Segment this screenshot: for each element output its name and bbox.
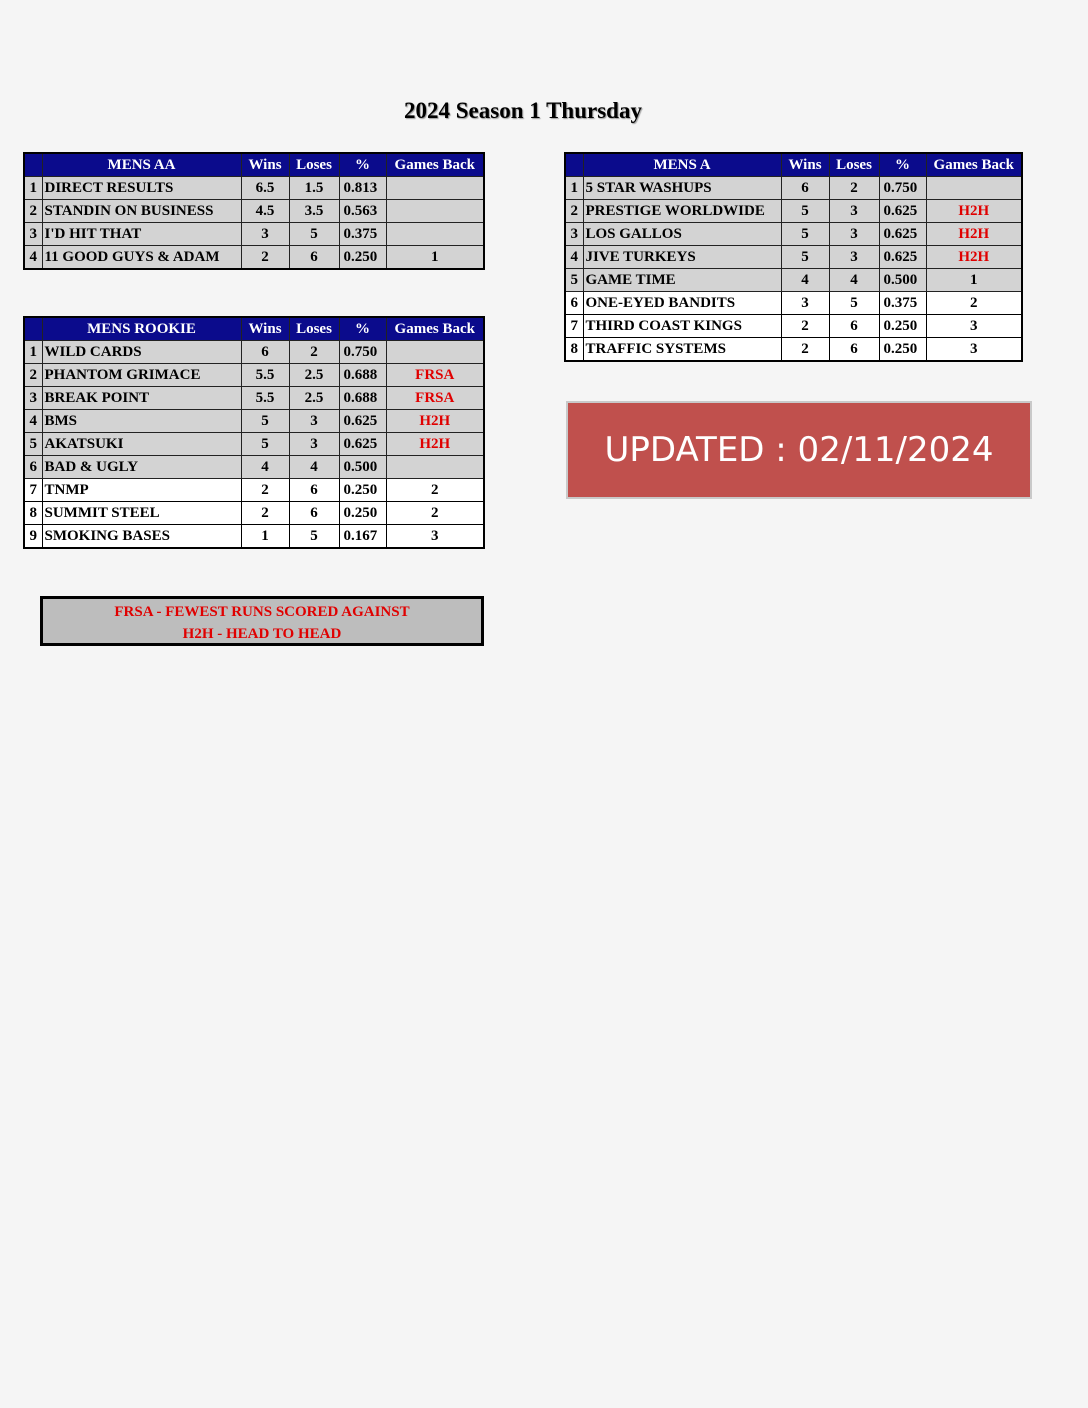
wins-cell: 5 [781,246,829,269]
rank-cell: 3 [24,223,42,246]
wins-cell: 4 [241,456,289,479]
loses-cell: 3 [829,200,879,223]
table-row [565,315,1022,338]
rank-cell: 3 [24,387,42,410]
header-rank [24,153,42,177]
games-back-cell: FRSA [386,387,484,410]
games-back-cell [386,223,484,246]
rank-cell: 1 [24,177,42,200]
games-back-cell [386,200,484,223]
pct-cell: 0.500 [339,456,386,479]
rank-cell: 6 [565,292,583,315]
team-cell: GAME TIME [583,269,781,292]
rank-cell: 9 [24,525,42,549]
table-row [24,433,484,456]
loses-cell: 2 [829,177,879,200]
loses-cell: 3 [829,223,879,246]
games-back-cell: H2H [386,433,484,456]
pct-cell: 0.625 [879,200,926,223]
pct-cell: 0.688 [339,364,386,387]
table-row [24,177,484,200]
games-back-cell: 3 [926,338,1022,362]
loses-cell: 6 [289,479,339,502]
header-pct: % [339,317,386,341]
wins-cell: 2 [781,315,829,338]
table-row [565,223,1022,246]
games-back-cell: 2 [386,479,484,502]
header-loses: Loses [289,153,339,177]
team-cell: SMOKING BASES [42,525,241,549]
rank-cell: 5 [24,433,42,456]
team-cell: PHANTOM GRIMACE [42,364,241,387]
wins-cell: 5 [781,200,829,223]
header-wins: Wins [241,153,289,177]
wins-cell: 1 [241,525,289,549]
header-games-back: Games Back [386,317,484,341]
team-cell: PRESTIGE WORLDWIDE [583,200,781,223]
loses-cell: 2 [289,341,339,364]
wins-cell: 6 [241,341,289,364]
pct-cell: 0.500 [879,269,926,292]
games-back-cell: 2 [926,292,1022,315]
pct-cell: 0.250 [339,502,386,525]
wins-cell: 3 [781,292,829,315]
pct-cell: 0.750 [879,177,926,200]
pct-cell: 0.250 [339,246,386,270]
wins-cell: 6 [781,177,829,200]
pct-cell: 0.250 [339,479,386,502]
loses-cell: 3 [289,433,339,456]
header-pct: % [879,153,926,177]
team-cell: AKATSUKI [42,433,241,456]
wins-cell: 5 [241,433,289,456]
table-header [24,153,484,177]
team-cell: DIRECT RESULTS [42,177,241,200]
header-loses: Loses [289,317,339,341]
rank-cell: 2 [24,364,42,387]
pct-cell: 0.625 [339,433,386,456]
team-cell: 11 GOOD GUYS & ADAM [42,246,241,270]
header-division: MENS ROOKIE [42,317,241,341]
legend-frsa: FRSA - FEWEST RUNS SCORED AGAINST [114,604,410,620]
table-row [24,479,484,502]
legend-box [40,596,484,646]
rank-cell: 8 [565,338,583,362]
rank-cell: 7 [24,479,42,502]
header-games-back: Games Back [926,153,1022,177]
mens-a-table [564,152,1023,362]
rank-cell: 5 [565,269,583,292]
team-cell: BAD & UGLY [42,456,241,479]
loses-cell: 1.5 [289,177,339,200]
updated-banner: UPDATED : 02/11/2024 [566,401,1032,499]
games-back-cell: H2H [386,410,484,433]
loses-cell: 2.5 [289,387,339,410]
table-header [565,153,1022,177]
table-row [24,387,484,410]
rank-cell: 4 [565,246,583,269]
wins-cell: 2 [781,338,829,362]
games-back-cell: 3 [926,315,1022,338]
header-division: MENS AA [42,153,241,177]
team-cell: JIVE TURKEYS [583,246,781,269]
wins-cell: 5.5 [241,364,289,387]
pct-cell: 0.250 [879,338,926,362]
pct-cell: 0.813 [339,177,386,200]
pct-cell: 0.167 [339,525,386,549]
pct-cell: 0.375 [339,223,386,246]
header-wins: Wins [781,153,829,177]
header-division: MENS A [583,153,781,177]
loses-cell: 6 [289,502,339,525]
pct-cell: 0.625 [339,410,386,433]
header-pct: % [339,153,386,177]
games-back-cell [386,341,484,364]
games-back-cell: 1 [386,246,484,270]
wins-cell: 2 [241,479,289,502]
header-games-back: Games Back [386,153,484,177]
rank-cell: 2 [24,200,42,223]
header-wins: Wins [241,317,289,341]
games-back-cell: 2 [386,502,484,525]
team-cell: 5 STAR WASHUPS [583,177,781,200]
rank-cell: 3 [565,223,583,246]
games-back-cell: FRSA [386,364,484,387]
loses-cell: 3 [289,410,339,433]
team-cell: TRAFFIC SYSTEMS [583,338,781,362]
loses-cell: 5 [289,525,339,549]
pct-cell: 0.625 [879,246,926,269]
team-cell: SUMMIT STEEL [42,502,241,525]
loses-cell: 3.5 [289,200,339,223]
wins-cell: 3 [241,223,289,246]
wins-cell: 5.5 [241,387,289,410]
legend-h2h: H2H - HEAD TO HEAD [182,626,342,642]
loses-cell: 5 [289,223,339,246]
loses-cell: 6 [829,315,879,338]
games-back-cell [386,456,484,479]
loses-cell: 6 [829,338,879,362]
pct-cell: 0.250 [879,315,926,338]
table-row [24,525,484,549]
table-row [565,269,1022,292]
wins-cell: 2 [241,502,289,525]
pct-cell: 0.625 [879,223,926,246]
loses-cell: 4 [829,269,879,292]
mens-rookie-table [23,316,485,549]
games-back-cell: 3 [386,525,484,549]
team-cell: BREAK POINT [42,387,241,410]
rank-cell: 6 [24,456,42,479]
table-row [565,177,1022,200]
table-row [24,200,484,223]
team-cell: BMS [42,410,241,433]
games-back-cell [386,177,484,200]
wins-cell: 4 [781,269,829,292]
page-title: 2024 Season 1 Thursday [404,98,642,123]
rank-cell: 4 [24,246,42,270]
loses-cell: 4 [289,456,339,479]
table-row [24,410,484,433]
games-back-cell: H2H [926,223,1022,246]
rank-cell: 8 [24,502,42,525]
team-cell: LOS GALLOS [583,223,781,246]
table-row [565,200,1022,223]
wins-cell: 6.5 [241,177,289,200]
team-cell: STANDIN ON BUSINESS [42,200,241,223]
rank-cell: 7 [565,315,583,338]
table-header [24,317,484,341]
mens-aa-table [23,152,485,270]
table-row [24,364,484,387]
games-back-cell: H2H [926,200,1022,223]
header-rank [565,153,583,177]
pct-cell: 0.750 [339,341,386,364]
games-back-cell [926,177,1022,200]
team-cell: TNMP [42,479,241,502]
wins-cell: 2 [241,246,289,270]
wins-cell: 4.5 [241,200,289,223]
table-row [24,223,484,246]
team-cell: THIRD COAST KINGS [583,315,781,338]
wins-cell: 5 [781,223,829,246]
table-row [565,246,1022,269]
table-row [24,456,484,479]
rank-cell: 1 [565,177,583,200]
table-row [565,338,1022,362]
rank-cell: 4 [24,410,42,433]
pct-cell: 0.375 [879,292,926,315]
wins-cell: 5 [241,410,289,433]
loses-cell: 3 [829,246,879,269]
pct-cell: 0.563 [339,200,386,223]
games-back-cell: 1 [926,269,1022,292]
team-cell: I'D HIT THAT [42,223,241,246]
header-loses: Loses [829,153,879,177]
table-row [24,502,484,525]
games-back-cell: H2H [926,246,1022,269]
table-row [565,292,1022,315]
table-row [24,341,484,364]
pct-cell: 0.688 [339,387,386,410]
rank-cell: 1 [24,341,42,364]
team-cell: ONE-EYED BANDITS [583,292,781,315]
team-cell: WILD CARDS [42,341,241,364]
loses-cell: 2.5 [289,364,339,387]
loses-cell: 6 [289,246,339,270]
rank-cell: 2 [565,200,583,223]
loses-cell: 5 [829,292,879,315]
header-rank [24,317,42,341]
table-row [24,246,484,270]
